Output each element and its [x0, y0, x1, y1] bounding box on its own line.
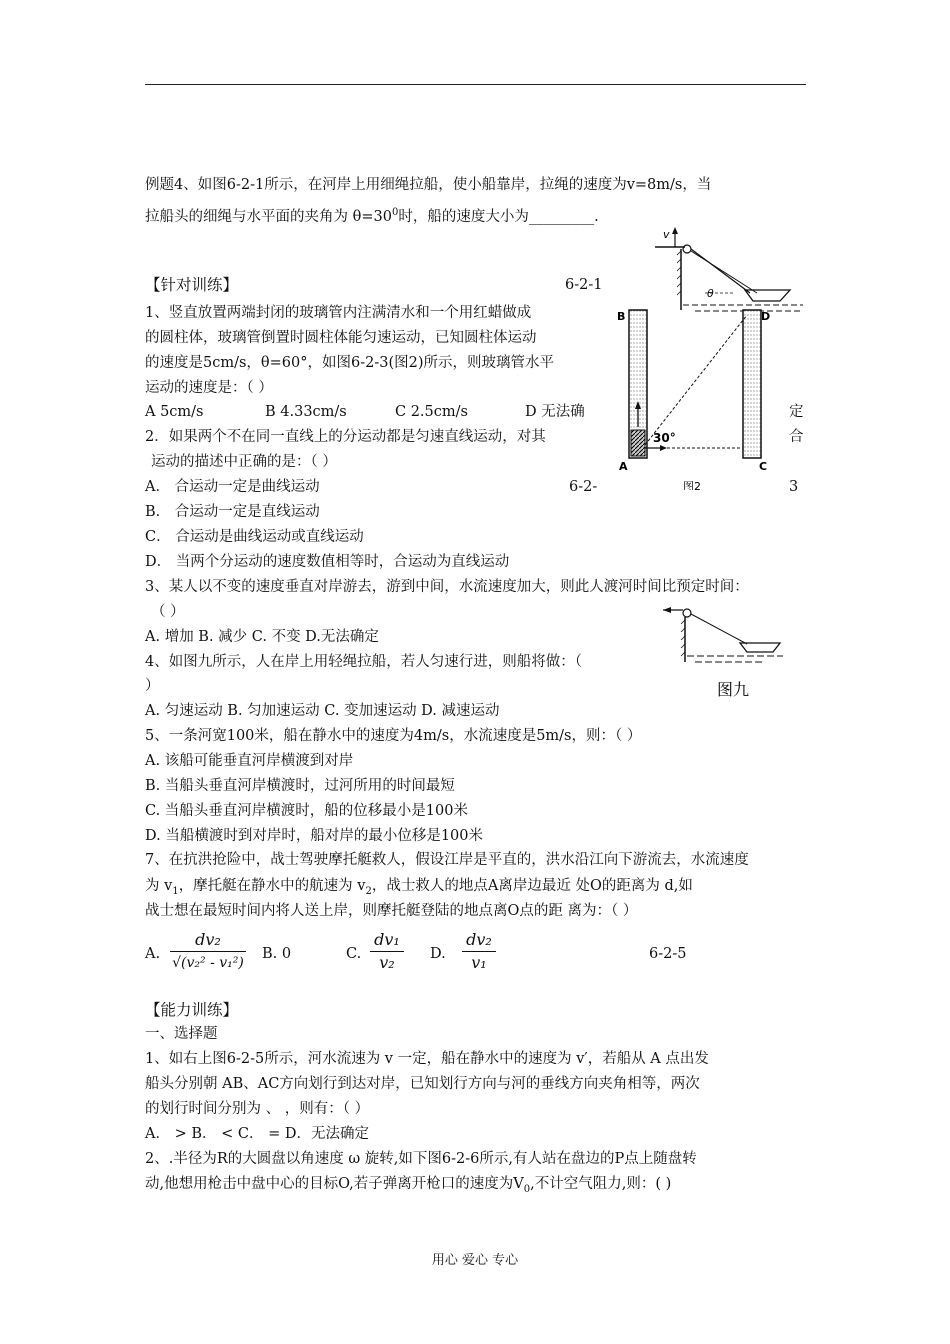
- angle-label: 30°: [653, 431, 676, 445]
- q1-option-a: A 5cm/s: [145, 404, 204, 420]
- q2-line1: 2．如果两个不在同一直线上的分运动都是匀速直线运动，对其: [145, 429, 546, 445]
- label-c: C: [759, 460, 768, 473]
- q7-option-a-fraction: dv₂ √(v₂² - v₁²): [170, 930, 246, 973]
- q3-line1: 3、某人以不变的速度垂直对岸游去，游到中间，水流速度加大，则此人渡河时间比预定时间：: [145, 579, 749, 595]
- q5-option-a: A. 该船可能垂直河岸横渡到对岸: [145, 753, 354, 769]
- q1-option-d: D 无法确: [525, 404, 585, 420]
- q3-options: A. 增加 B. 减少 C. 不变 D.无法确定: [145, 629, 379, 645]
- q3-line2: （ ）: [151, 604, 185, 620]
- q1-option-b: B 4.33cm/s: [265, 404, 347, 420]
- figure-6-2-1: [645, 225, 805, 315]
- q2-option-a: A． 合运动一定是曲线运动: [145, 479, 320, 495]
- q7-option-c-label: C.: [346, 946, 362, 962]
- q1-line1: 1、竖直放置两端封闭的玻璃管内注满清水和一个用红蜡做成: [145, 305, 532, 321]
- example4-line2: 拉船头的细绳与水平面的夹角为 $\theta=30^0$时，船的速度大小为_________.: [145, 207, 599, 225]
- fig2-caption: 图2: [683, 480, 701, 490]
- q1-option-c: C 2.5cm/s: [395, 404, 468, 420]
- q4-line2: ）: [145, 678, 160, 694]
- fig623-caption-right: 3: [789, 479, 799, 495]
- fig9-caption: 图九: [717, 680, 750, 699]
- q7-option-b: B. 0: [262, 946, 292, 962]
- theta-label: θ: [707, 287, 714, 300]
- ability-q1-line3: 的划行时间分别为 、 ，则有：（ ）: [145, 1101, 370, 1117]
- label-b: B: [617, 310, 626, 323]
- q4-options: A. 匀速运动 B. 匀加速运动 C. 变加速运动 D. 减速运动: [145, 703, 500, 719]
- q5-line1: 5、一条河宽100米，船在静水中的速度为4m/s，水流速度是5m/s，则：（ ）: [145, 728, 642, 744]
- q5-option-c: C. 当船头垂直河岸横渡时，船的位移最小是100米: [145, 803, 468, 819]
- ability-q1-line1: 1、如右上图6-2-5所示，河水流速为 v 一定，船在静水中的速度为 v′，若船从 A 点出发: [145, 1051, 709, 1067]
- q7-option-a-label: A.: [145, 946, 161, 962]
- ability-q1-line2: 船头分别朝 AB、AC方向划行到达对岸，已知划行方向与河的垂线方向夹角相等，两次: [145, 1076, 700, 1092]
- figure-2-tubes: [615, 305, 785, 490]
- q5-option-b: B. 当船头垂直河岸横渡时，过河所用的时间最短: [145, 778, 455, 794]
- label-a: A: [619, 460, 628, 473]
- label-d: D: [761, 310, 771, 323]
- q1-option-d-tail: 定: [789, 404, 804, 420]
- figure-9: [655, 600, 785, 702]
- q2-line1-tail: 合: [789, 429, 804, 445]
- ability-header: 【能力训练】: [145, 1001, 239, 1019]
- q7-line3: 战士想在最短时间内将人送上岸，则摩托艇登陆的地点离O点的距 离为：（ ）: [145, 903, 638, 919]
- ability-q2-line2: 动,他想用枪击中盘中心的目标O,若子弹离开枪口的速度为$V_0$,不计空气阻力,则：( ): [145, 1176, 672, 1195]
- q2-option-b: B． 合运动一定是直线运动: [145, 504, 320, 520]
- q5-option-d: D. 当船横渡时到对岸时，船对岸的最小位移是100米: [145, 828, 484, 844]
- v-label: v: [663, 228, 670, 241]
- q7-option-d-fraction: dv₂ v₁: [462, 930, 496, 973]
- q7-line2: 为 $v_1$，摩托艇在静水中的航速为 $v_2$，战士救人的地点A离岸边最近 处O的距离为 d,如: [145, 878, 693, 897]
- q7-option-d-label: D.: [430, 946, 446, 962]
- q2-option-d: D． 当两个分运动的速度数值相等时，合运动为直线运动: [145, 554, 510, 570]
- fig625-caption: 6-2-5: [649, 946, 687, 962]
- page-footer: 用心 爱心 专心: [431, 1253, 519, 1268]
- q1-line4: 运动的速度是：（ ）: [145, 380, 273, 396]
- q7-option-c-fraction: dv₁ v₂: [370, 930, 404, 973]
- q4-line1: 4、如图九所示，人在岸上用轻绳拉船，若人匀速行进，则船将做：（: [145, 654, 582, 670]
- fig621-caption: 6-2-1: [565, 277, 603, 293]
- example4-line1: 例题4、如图6-2-1所示，在河岸上用细绳拉船，使小船靠岸，拉绳的速度为v=8m/s，当: [145, 177, 712, 193]
- q1-line3: 的速度是5cm/s，θ=60°，如图6-2-3(图2)所示，则玻璃管水平: [145, 355, 555, 371]
- q2-line2: 运动的描述中正确的是：（ ）: [151, 454, 337, 470]
- training-header: 【针对训练】: [145, 276, 239, 294]
- q1-line2: 的圆柱体，玻璃管倒置时圆柱体能匀速运动，已知圆柱体运动: [145, 330, 537, 346]
- fig623-caption-left: 6-2-: [569, 479, 598, 495]
- q2-option-c: C． 合运动是曲线运动或直线运动: [145, 529, 364, 545]
- ability-section: 一、选择题: [145, 1026, 218, 1042]
- header-rule: [145, 84, 806, 85]
- ability-q2-line1: 2、.半径为R的大圆盘以角速度 ω 旋转,如下图6-2-6所示,有人站在盘边的P点上随盘转: [145, 1151, 697, 1167]
- ability-q1-options: A． > B． < C． = D．无法确定: [145, 1126, 369, 1142]
- q7-line1: 7、在抗洪抢险中，战士驾驶摩托艇救人，假设江岸是平直的，洪水沿江向下游流去，水流速度: [145, 852, 749, 868]
